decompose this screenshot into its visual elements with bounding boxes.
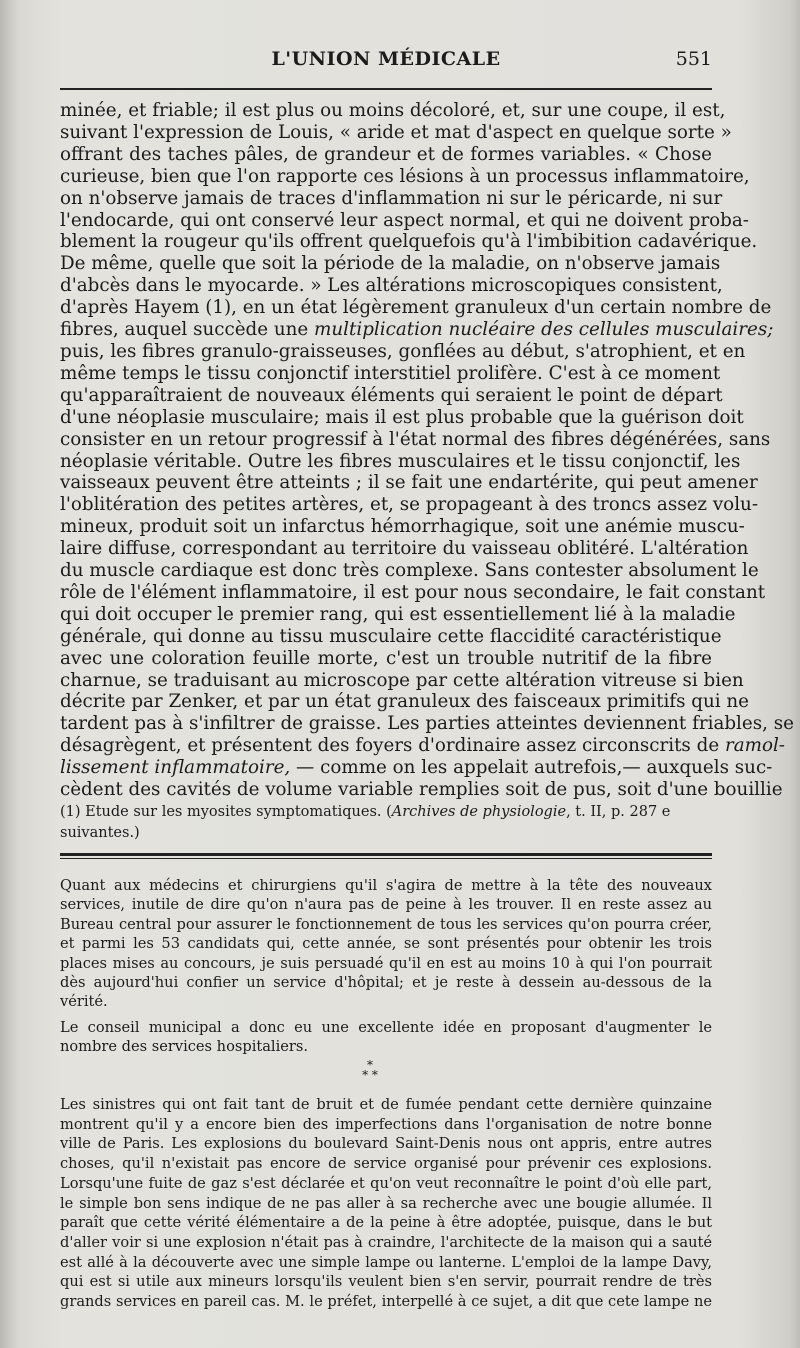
- text-line: vaisseaux peuvent être atteints ; il se fait une endartérite, qui peut amener: [60, 472, 758, 494]
- text-line: [60, 319, 774, 341]
- text-line: curieuse, bien que l'on rapporte ces lésions à un processus inflammatoire,: [60, 165, 750, 187]
- text-line: laire diffuse, correspondant au territoire du vaisseau oblitéré. L'altération: [60, 538, 749, 560]
- text-segment: désagrègent, et présentent des foyers d'ordinaire assez circonscrits de: [60, 735, 725, 757]
- footnote-text: (1) Etude sur les myosites symptomatiques. (: [60, 804, 392, 820]
- text-line: décrite par Zenker, et par un état granuleux des faisceaux primitifs qui ne: [60, 691, 749, 713]
- text-line: [60, 757, 773, 779]
- text-segment: fibres, auquel succède une: [60, 319, 315, 341]
- header-rule: [60, 88, 712, 90]
- text-line: ville de Paris. Les explosions du boulevard Saint-Denis nous ont appris, entre autres: [60, 1135, 712, 1153]
- text-line: paraît que cette vérité élémentaire a de la peine à être adoptée, puisque, dans le but: [60, 1214, 712, 1232]
- italic-phrase: lissement inflammatoire,: [60, 757, 291, 779]
- text-line: le simple bon sens indique de ne pas aller à sa recherche avec une bougie allumée. Il: [60, 1194, 712, 1212]
- italic-phrase: multiplication nucléaire des cellules musculaires;: [314, 319, 774, 341]
- text-line: on n'observe jamais de traces d'inflammation ni sur le péricarde, ni sur: [60, 187, 723, 209]
- text-line: grands services en pareil cas. M. le préfet, interpellé à ce sujet, a dit que cete lampe ne: [60, 1293, 712, 1311]
- chronicle-paragraph: [60, 1018, 712, 1057]
- text-line: avec une coloration feuille morte, c'est un trouble nutritif de la fibre: [60, 647, 712, 669]
- text-line: vérité.: [60, 993, 108, 1011]
- italic-phrase: ramol-: [724, 735, 785, 757]
- text-line: Bureau central pour assurer le fonctionnement de tous les services qu'on pourra créer,: [60, 915, 712, 933]
- text-line: consister en un retour progressif à l'état normal des fibres dégénérées, sans: [60, 428, 771, 450]
- text-line: Le conseil municipal a donc eu une excellente idée en proposant d'augmenter le: [60, 1018, 712, 1036]
- text-line: services, inutile de dire qu'on n'aura pas de peine à les trouver. Il en reste assez au: [60, 896, 712, 914]
- footnote-line: suivantes.): [60, 825, 140, 841]
- text-line: montrent qu'il y a encore bien des imperfections dans l'organisation de notre bonne: [60, 1115, 712, 1133]
- main-text-column: [60, 100, 794, 801]
- asterism-bottom: * *: [362, 1068, 378, 1082]
- section-divider: [60, 853, 712, 859]
- text-line: et parmi les 53 candidats qui, cette année, se sont présentés pour obtenir les trois: [60, 935, 712, 953]
- text-line: blement la rougeur qu'ils offrent quelquefois qu'à l'imbibition cadavérique.: [60, 231, 758, 253]
- asterism-top: *: [367, 1058, 373, 1072]
- text-line: places mises au concours, je suis persuadé qu'il en est au moins 10 à qui l'on pourrait: [60, 954, 712, 972]
- running-title: L'UNION MÉDICALE: [271, 48, 501, 70]
- text-line: néoplasie véritable. Outre les fibres musculaires et le tissu conjonctif, les: [60, 450, 741, 472]
- text-line: l'oblitération des petites artères, et, se propageant à des troncs assez volu-: [60, 494, 758, 516]
- text-line: mineux, produit soit un infarctus hémorrhagique, soit une anémie muscu-: [60, 516, 745, 538]
- text-line: qu'apparaîtraient de nouveaux éléments qui seraient le point de départ: [60, 384, 723, 406]
- text-line: qui doit occuper le premier rang, qui est essentiellement lié à la maladie: [60, 603, 736, 625]
- text-line: d'une néoplasie musculaire; mais il est plus probable que la guérison doit: [60, 406, 744, 428]
- text-line: tardent pas à s'infiltrer de graisse. Les parties atteintes deviennent friables, se: [60, 713, 794, 735]
- text-line: offrant des taches pâles, de grandeur et de formes variables. « Chose: [60, 143, 712, 165]
- footnote-text: , t. II, p. 287 e: [566, 804, 671, 820]
- text-line: du muscle cardiaque est donc très complexe. Sans contester absolument le: [60, 560, 759, 582]
- text-line: suivant l'expression de Louis, « aride et mat d'aspect en quelque sorte »: [60, 121, 732, 143]
- text-segment: — comme on les appelait autrefois,— auxquels suc-: [296, 757, 773, 779]
- footnote-line: [60, 802, 712, 823]
- text-line: qui est si utile aux mineurs lorsqu'ils veulent bien s'en servir, pourrait rendre de très: [60, 1273, 712, 1291]
- page-header: [60, 44, 712, 78]
- chronicle-section: [60, 876, 712, 1057]
- text-line: d'abcès dans le myocarde. » Les altérations microscopiques consistent,: [60, 275, 723, 297]
- footnote-journal: Archives de physiologie: [391, 804, 567, 820]
- text-line: rôle de l'élément inflammatoire, il est pour nous secondaire, le fait constant: [60, 581, 766, 603]
- text-line: l'endocarde, qui ont conservé leur aspect normal, et qui ne doivent proba-: [60, 209, 749, 231]
- text-line: Quant aux médecins et chirurgiens qu'il s'agira de mettre à la tête des nouveaux: [60, 877, 712, 894]
- text-line: Les sinistres qui ont fait tant de bruit et de fumée pendant cette dernière quinzaine: [60, 1096, 712, 1113]
- chronicle-section-2: [60, 1095, 712, 1312]
- text-line: d'après Hayem (1), en un état légèrement granuleux d'un certain nombre de: [60, 297, 772, 319]
- asterism-separator: [340, 1060, 400, 1080]
- page-number: 551: [675, 48, 712, 70]
- text-line: charnue, se traduisant au microscope par cette altération vitreuse si bien: [60, 669, 744, 691]
- text-line: puis, les fibres granulo-graisseuses, gonflées au début, s'atrophient, et en: [60, 340, 746, 362]
- text-line: De même, quelle que soit la période de la maladie, on n'observe jamais: [60, 253, 721, 275]
- text-line: d'aller voir si une explosion n'était pas à craindre, l'architecte de la maison qui a sauté: [60, 1233, 712, 1251]
- text-line: nombre des services hospitaliers.: [60, 1038, 309, 1056]
- footnote: [60, 802, 712, 844]
- text-line: minée, et friable; il est plus ou moins décoloré, et, sur une coupe, il est,: [60, 100, 726, 121]
- text-line: choses, qu'il n'existait pas encore de service organisé pour prévenir ces explosions.: [60, 1155, 712, 1173]
- text-line: générale, qui donne au tissu musculaire cette flaccidité caractéristique: [60, 625, 722, 647]
- text-line: [60, 735, 785, 757]
- text-line: cèdent des cavités de volume variable remplies soit de pus, soit d'une bouillie: [60, 779, 783, 801]
- text-line: est allé à la découverte avec une simple lampe ou lanterne. L'emploi de la lampe Davy,: [60, 1253, 712, 1271]
- chronicle-paragraph: [60, 876, 712, 1012]
- text-line: dès aujourd'hui confier un service d'hôpital; et je reste à dessein au-dessous de la: [60, 974, 712, 992]
- main-paragraph: [60, 100, 794, 801]
- text-line: même temps le tissu conjonctif interstitiel prolifère. C'est à ce moment: [60, 362, 721, 384]
- text-line: Lorsqu'une fuite de gaz s'est déclarée et qu'on veut reconnaître le point d'où elle part,: [60, 1174, 712, 1192]
